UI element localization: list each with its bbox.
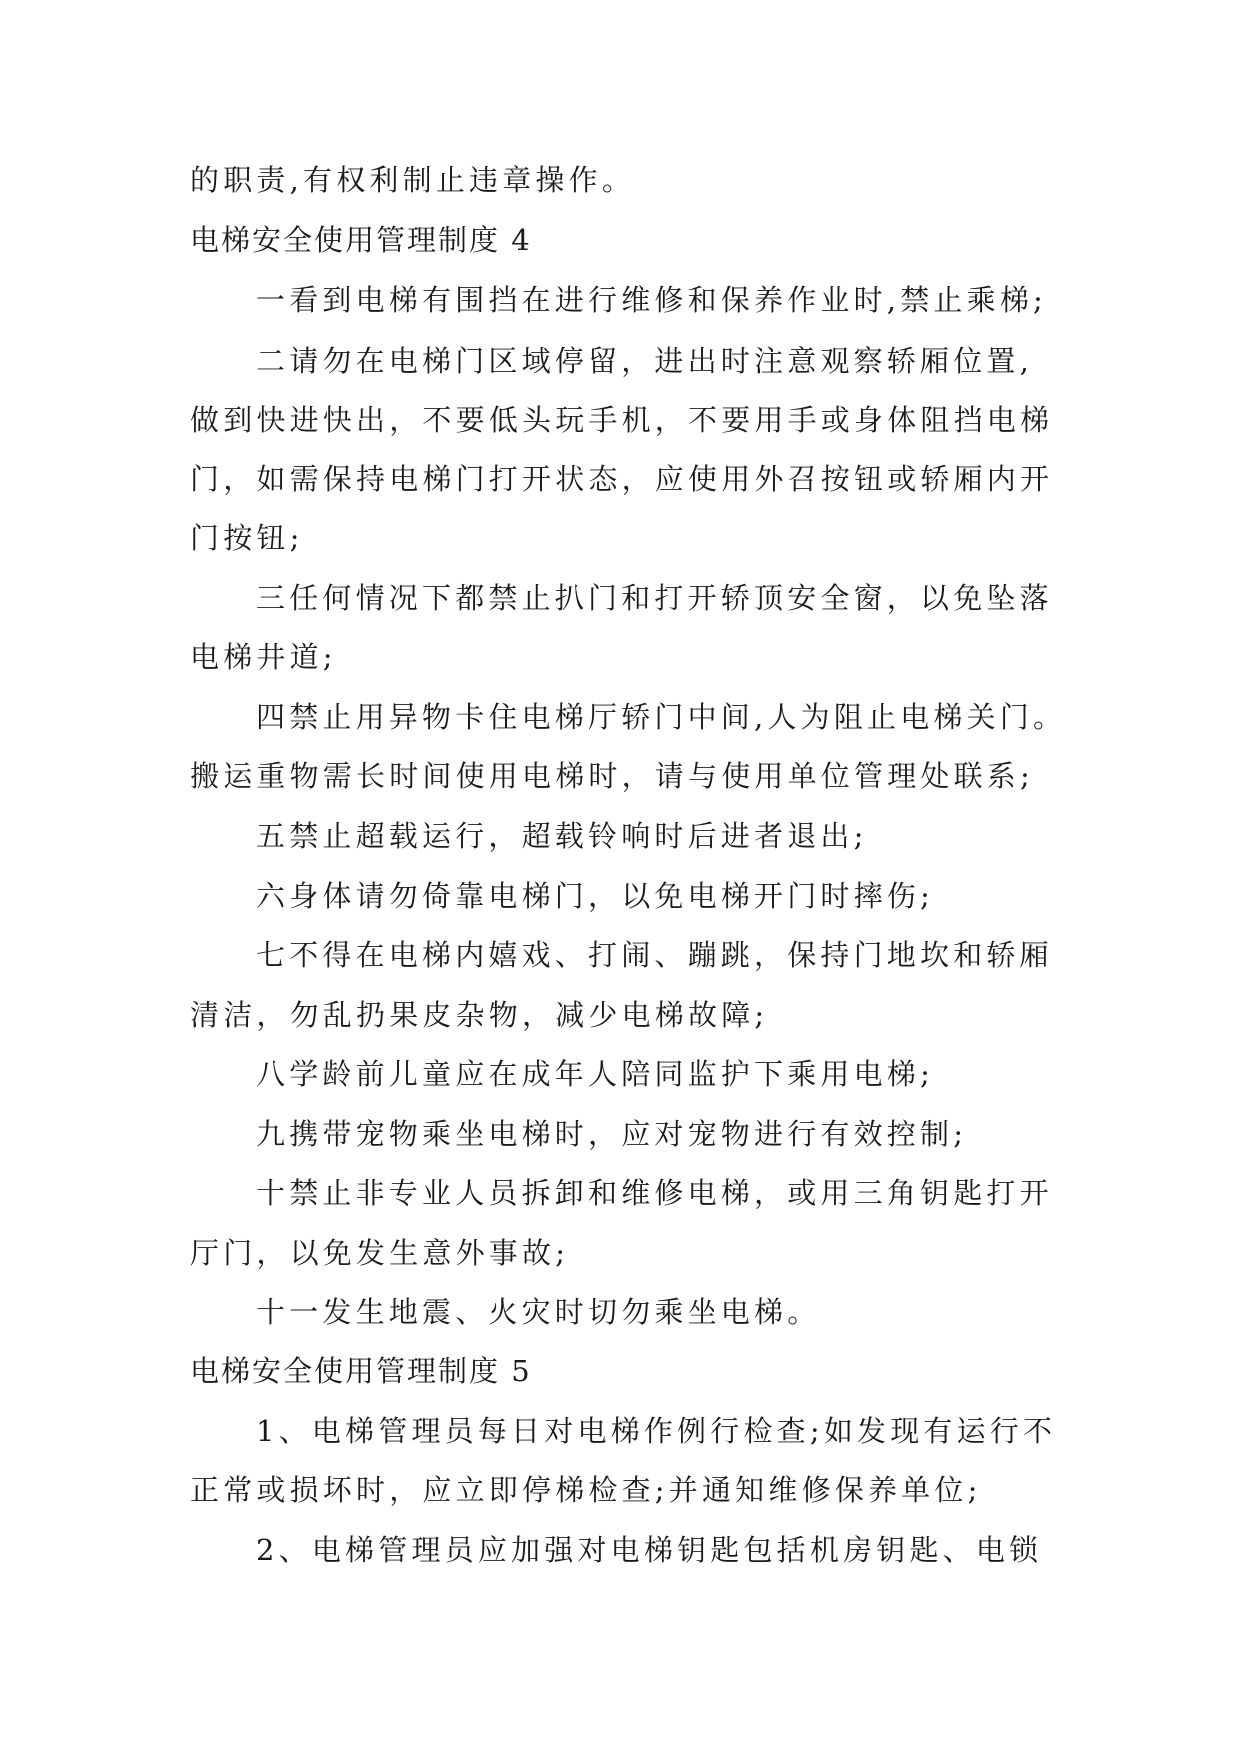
paragraph-line: 八学龄前儿童应在成年人陪同监护下乘用电梯; (256, 1057, 934, 1091)
paragraph-line: 厅门，以免发生意外事故; (190, 1236, 570, 1270)
paragraph-line: 十一发生地震、火灾时切勿乘坐电梯。 (256, 1295, 821, 1329)
paragraph-line: 的职责,有权利制止违章操作。 (190, 163, 636, 197)
paragraph-line: 十禁止非专业人员拆卸和维修电梯，或用三角钥匙打开 (256, 1176, 1053, 1210)
paragraph-line: 正常或损坏时，应立即停梯检查;并通知维修保养单位; (190, 1473, 982, 1507)
paragraph-line: 1、电梯管理员每日对电梯作例行检查;如发现有运行不 (256, 1414, 1057, 1448)
paragraph-line: 六身体请勿倚靠电梯门，以免电梯开门时摔伤; (256, 879, 934, 913)
paragraph-line: 一看到电梯有围挡在进行维修和保养作业时,禁止乘梯; (256, 283, 1047, 317)
paragraph-line: 做到快进快出，不要低头玩手机，不要用手或身体阻挡电梯 (190, 403, 1054, 437)
paragraph-line: 二请勿在电梯门区域停留，进出时注意观察轿厢位置, (256, 344, 1034, 378)
section-heading: 电梯安全使用管理制度 5 (190, 1354, 532, 1388)
paragraph-line: 九携带宠物乘坐电梯时，应对宠物进行有效控制; (256, 1117, 968, 1151)
paragraph-line: 三任何情况下都禁止扒门和打开轿顶安全窗，以免坠落 (256, 581, 1053, 615)
paragraph-line: 搬运重物需长时间使用电梯时，请与使用单位管理处联系; (190, 759, 1034, 793)
paragraph-line: 清洁，勿乱扔果皮杂物，减少电梯故障; (190, 998, 769, 1032)
paragraph-line: 2、电梯管理员应加强对电梯钥匙包括机房钥匙、电锁 (256, 1533, 1043, 1567)
paragraph-line: 门，如需保持电梯门打开状态，应使用外召按钮或轿厢内开 (190, 462, 1054, 496)
paragraph-line: 七不得在电梯内嬉戏、打闹、蹦跳，保持门地坎和轿厢 (256, 938, 1053, 972)
paragraph-line: 五禁止超载运行，超载铃响时后进者退出; (256, 819, 868, 853)
paragraph-line: 四禁止用异物卡住电梯厅轿门中间,人为阻止电梯关门。 (256, 700, 1067, 734)
paragraph-line: 门按钮; (190, 521, 304, 555)
section-heading: 电梯安全使用管理制度 4 (190, 223, 532, 257)
paragraph-line: 电梯井道; (190, 640, 337, 674)
